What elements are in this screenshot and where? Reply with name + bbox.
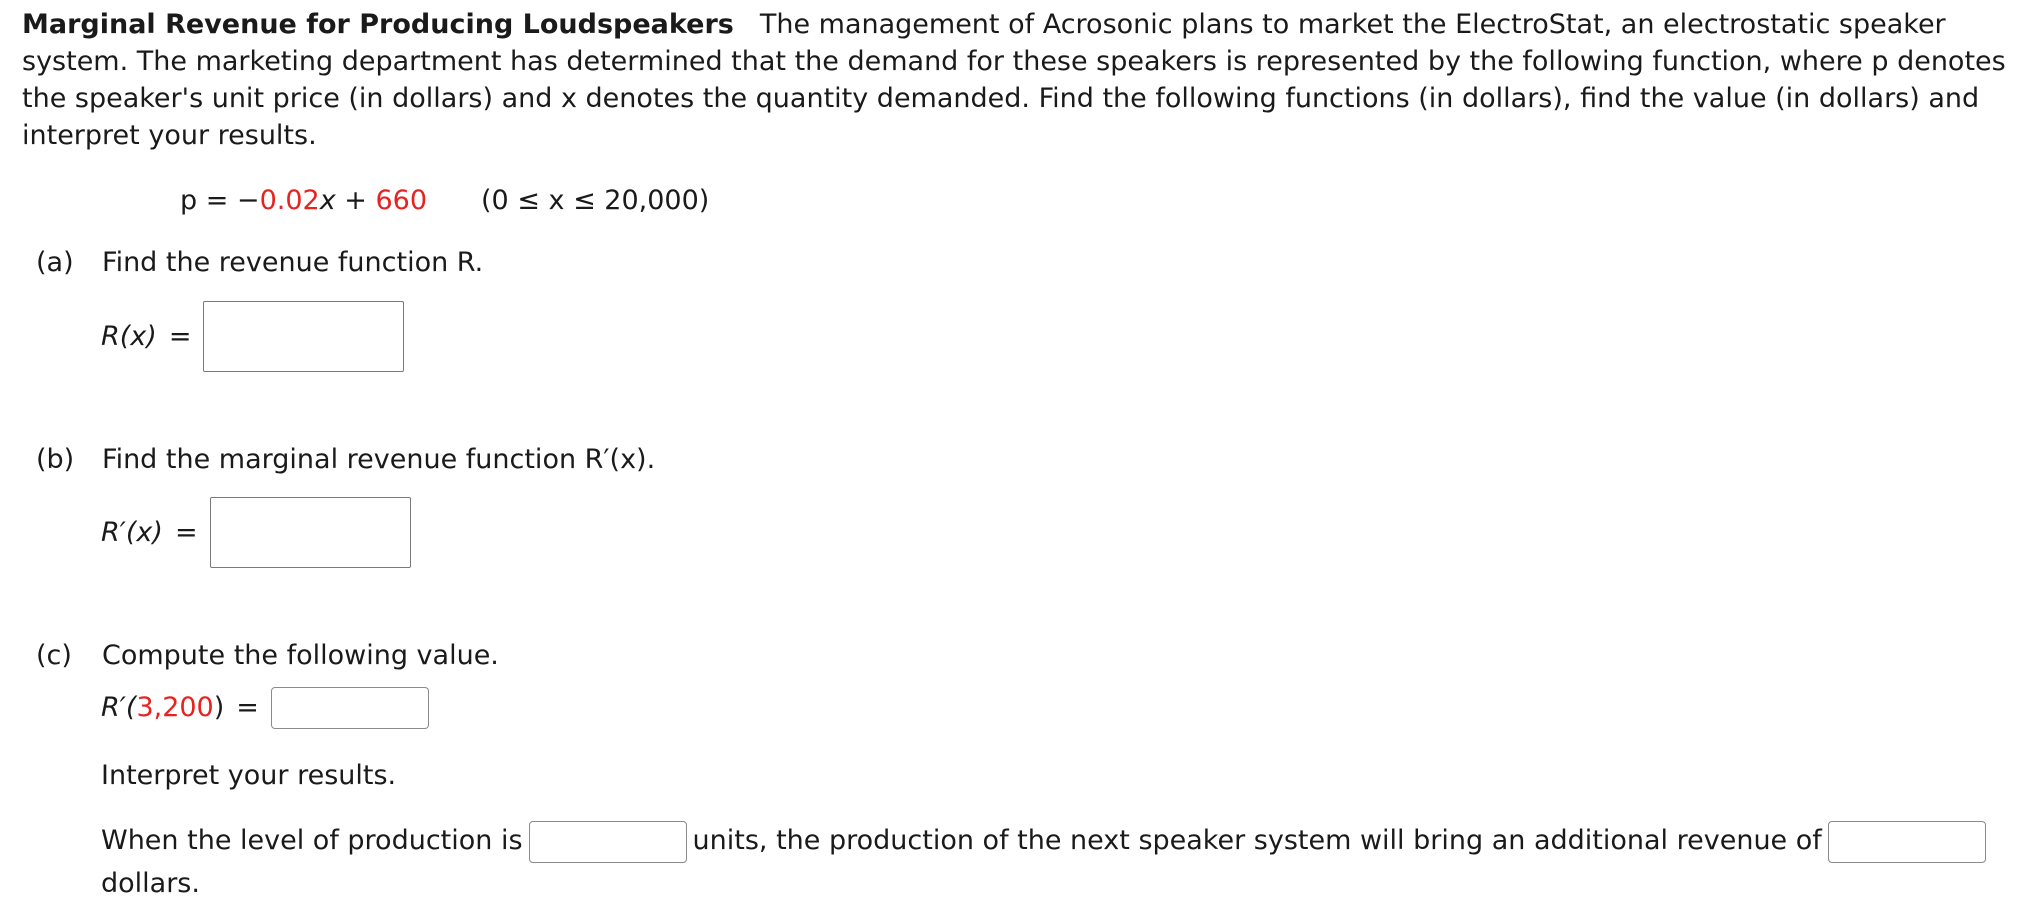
interpret-text-3: dollars. <box>101 867 200 899</box>
equation-lhs: p = − <box>180 185 260 216</box>
equation-domain: (0 ≤ x ≤ 20,000) <box>481 185 710 216</box>
problem-title: Marginal Revenue for Producing Loudspeakers <box>22 9 734 40</box>
revenue-function-input[interactable] <box>203 301 404 372</box>
marginal-revenue-input[interactable] <box>210 497 411 568</box>
interpret-heading-text: Interpret your results. <box>101 760 397 791</box>
problem-intro-text: The management of Acrosonic plans to market the ElectroStat, an electrostatic speaker system. The marketing department has determined that the demand for these speakers is represented by the following function, where p denotes the speaker's unit price (in dollars) and x denotes the quantity demanded. Find the following functions (in dollars), find the value (in dollars) and interpret your results. <box>22 9 2006 151</box>
interpret-heading <box>101 756 396 796</box>
part-b-label: (b) <box>36 444 75 475</box>
equation-plus: + <box>335 185 376 216</box>
part-a-heading <box>36 243 483 283</box>
part-c-answer-row <box>101 687 429 729</box>
interpret-text-2: units, the production of the next speaker system will bring an additional revenue of <box>692 825 1822 856</box>
problem-statement <box>22 6 2022 154</box>
part-b-heading <box>36 440 655 480</box>
part-c-label: (c) <box>36 640 72 671</box>
part-a-label: (a) <box>36 247 74 278</box>
additional-revenue-input[interactable] <box>1828 821 1986 863</box>
demand-equation <box>180 181 709 221</box>
part-c-answer-prefix: R′( <box>101 692 137 723</box>
part-a-answer-label: R(x) <box>101 320 157 352</box>
part-a-answer-row <box>101 301 404 372</box>
part-b-answer-row <box>101 497 411 568</box>
marginal-value-input[interactable] <box>271 687 429 729</box>
part-a-equals: = <box>168 320 192 352</box>
interpret-text-1: When the level of production is <box>101 825 523 856</box>
part-b-equals: = <box>174 516 198 548</box>
part-a-prompt: Find the revenue function R. <box>102 247 484 278</box>
part-c-heading <box>36 636 499 676</box>
part-b-answer-label: R′(x) <box>101 516 163 548</box>
equation-variable: x <box>319 185 336 216</box>
interpret-sentence <box>101 820 2011 905</box>
part-c-answer-suffix: ) <box>213 692 225 723</box>
part-b-prompt: Find the marginal revenue function R′(x). <box>102 444 656 475</box>
part-c-answer-arg: 3,200 <box>136 692 214 723</box>
part-c-equals: = <box>236 692 259 723</box>
production-level-input[interactable] <box>529 821 687 863</box>
equation-constant: 660 <box>375 185 428 216</box>
equation-coefficient: 0.02 <box>259 185 320 216</box>
part-c-prompt: Compute the following value. <box>102 640 499 671</box>
